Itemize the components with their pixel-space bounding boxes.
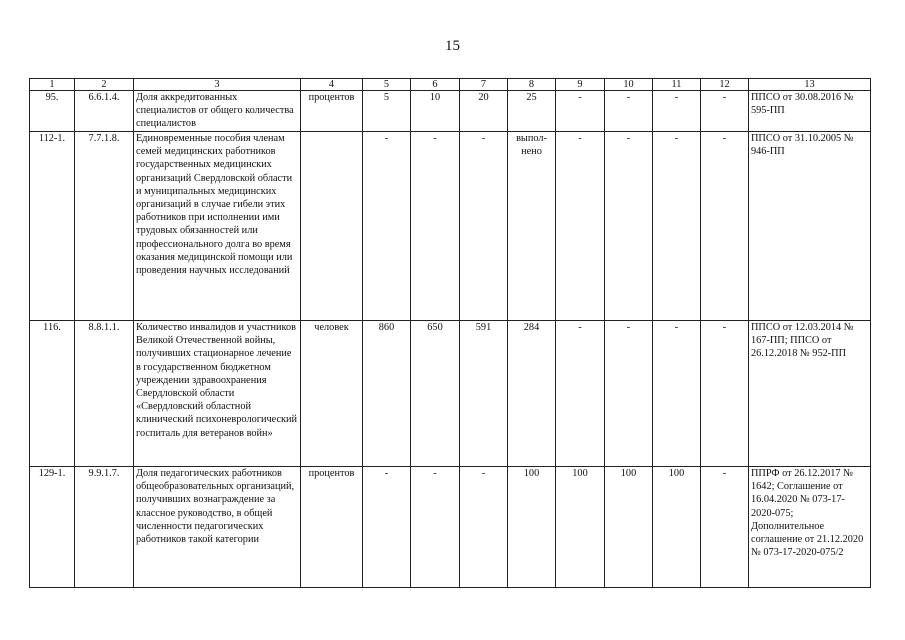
value-cell: 860 [363, 321, 411, 467]
value-cell: 5 [363, 91, 411, 132]
value-cell: 650 [411, 321, 460, 467]
value-cell: - [460, 467, 508, 588]
value-cell: - [701, 467, 749, 588]
value-cell: - [653, 91, 701, 132]
unit-cell: процентов [301, 467, 363, 588]
column-header: 12 [701, 79, 749, 91]
column-header: 1 [30, 79, 75, 91]
column-header: 7 [460, 79, 508, 91]
column-header: 3 [134, 79, 301, 91]
row-number: 129-1. [30, 467, 75, 588]
value-cell: - [460, 132, 508, 321]
column-number-row [30, 79, 871, 91]
indicator-name: Доля педагогических работников общеобразовательных организаций, получивших вознаграждение за классное руководство, в общей численности педагогических работников такой категории [134, 467, 301, 588]
column-header: 10 [605, 79, 653, 91]
value-cell: - [701, 132, 749, 321]
value-cell: 100 [605, 467, 653, 588]
table-row [30, 321, 871, 467]
unit-cell: процентов [301, 91, 363, 132]
table-row [30, 132, 871, 321]
row-code: 6.6.1.4. [75, 91, 134, 132]
column-header: 2 [75, 79, 134, 91]
legal-reference: ППСО от 12.03.2014 № 167-ПП; ППСО от 26.12.2018 № 952-ПП [749, 321, 871, 467]
column-header: 4 [301, 79, 363, 91]
row-number: 116. [30, 321, 75, 467]
value-cell: - [411, 467, 460, 588]
column-header: 8 [508, 79, 556, 91]
value-cell: - [363, 467, 411, 588]
unit-cell [301, 132, 363, 321]
value-cell: - [556, 321, 605, 467]
table-row [30, 467, 871, 588]
indicator-name: Доля аккредитованных специалистов от общего количества специалистов [134, 91, 301, 132]
row-number: 95. [30, 91, 75, 132]
legal-reference: ППСО от 31.10.2005 № 946-ПП [749, 132, 871, 321]
column-header: 6 [411, 79, 460, 91]
value-cell: - [653, 321, 701, 467]
value-cell: 10 [411, 91, 460, 132]
column-header: 11 [653, 79, 701, 91]
value-cell: 100 [508, 467, 556, 588]
value-cell: - [411, 132, 460, 321]
value-cell: выпол-нено [508, 132, 556, 321]
value-cell: 100 [556, 467, 605, 588]
value-cell: - [701, 321, 749, 467]
column-header: 5 [363, 79, 411, 91]
row-code: 8.8.1.1. [75, 321, 134, 467]
legal-reference: ППСО от 30.08.2016 № 595-ПП [749, 91, 871, 132]
column-header: 13 [749, 79, 871, 91]
value-cell: 100 [653, 467, 701, 588]
value-cell: - [701, 91, 749, 132]
value-cell: - [653, 132, 701, 321]
indicators-table [29, 78, 871, 588]
value-cell: 591 [460, 321, 508, 467]
page-number: 15 [445, 38, 460, 54]
value-cell: - [605, 321, 653, 467]
column-header: 9 [556, 79, 605, 91]
row-code: 7.7.1.8. [75, 132, 134, 321]
unit-cell: человек [301, 321, 363, 467]
value-cell: 20 [460, 91, 508, 132]
indicator-name: Единовременные пособия членам семей медицинских работников государственных медицинских организаций Свердловской области и муниципальных медицинских организаций в случае гибели этих работников при исполнении ими трудовых обязанностей или профессионального долга во время оказания медицинской помощи или проведения научных исследований [134, 132, 301, 321]
value-cell: - [605, 91, 653, 132]
row-number: 112-1. [30, 132, 75, 321]
value-cell: 284 [508, 321, 556, 467]
value-cell: - [556, 132, 605, 321]
value-cell: 25 [508, 91, 556, 132]
value-cell: - [556, 91, 605, 132]
indicator-name: Количество инвалидов и участников Великой Отечественной войны, получивших стационарное лечение в государственном бюджетном учреждении здравоохранения Свердловской области «Свердловский областной клинический психоневрологический госпиталь для ветеранов войн» [134, 321, 301, 467]
table-row [30, 91, 871, 132]
legal-reference: ППРФ от 26.12.2017 № 1642; Соглашение от 16.04.2020 № 073-17-2020-075; Дополнительное соглашение от 21.12.2020 № 073-17-2020-075/2 [749, 467, 871, 588]
value-cell: - [363, 132, 411, 321]
value-cell: - [605, 132, 653, 321]
row-code: 9.9.1.7. [75, 467, 134, 588]
